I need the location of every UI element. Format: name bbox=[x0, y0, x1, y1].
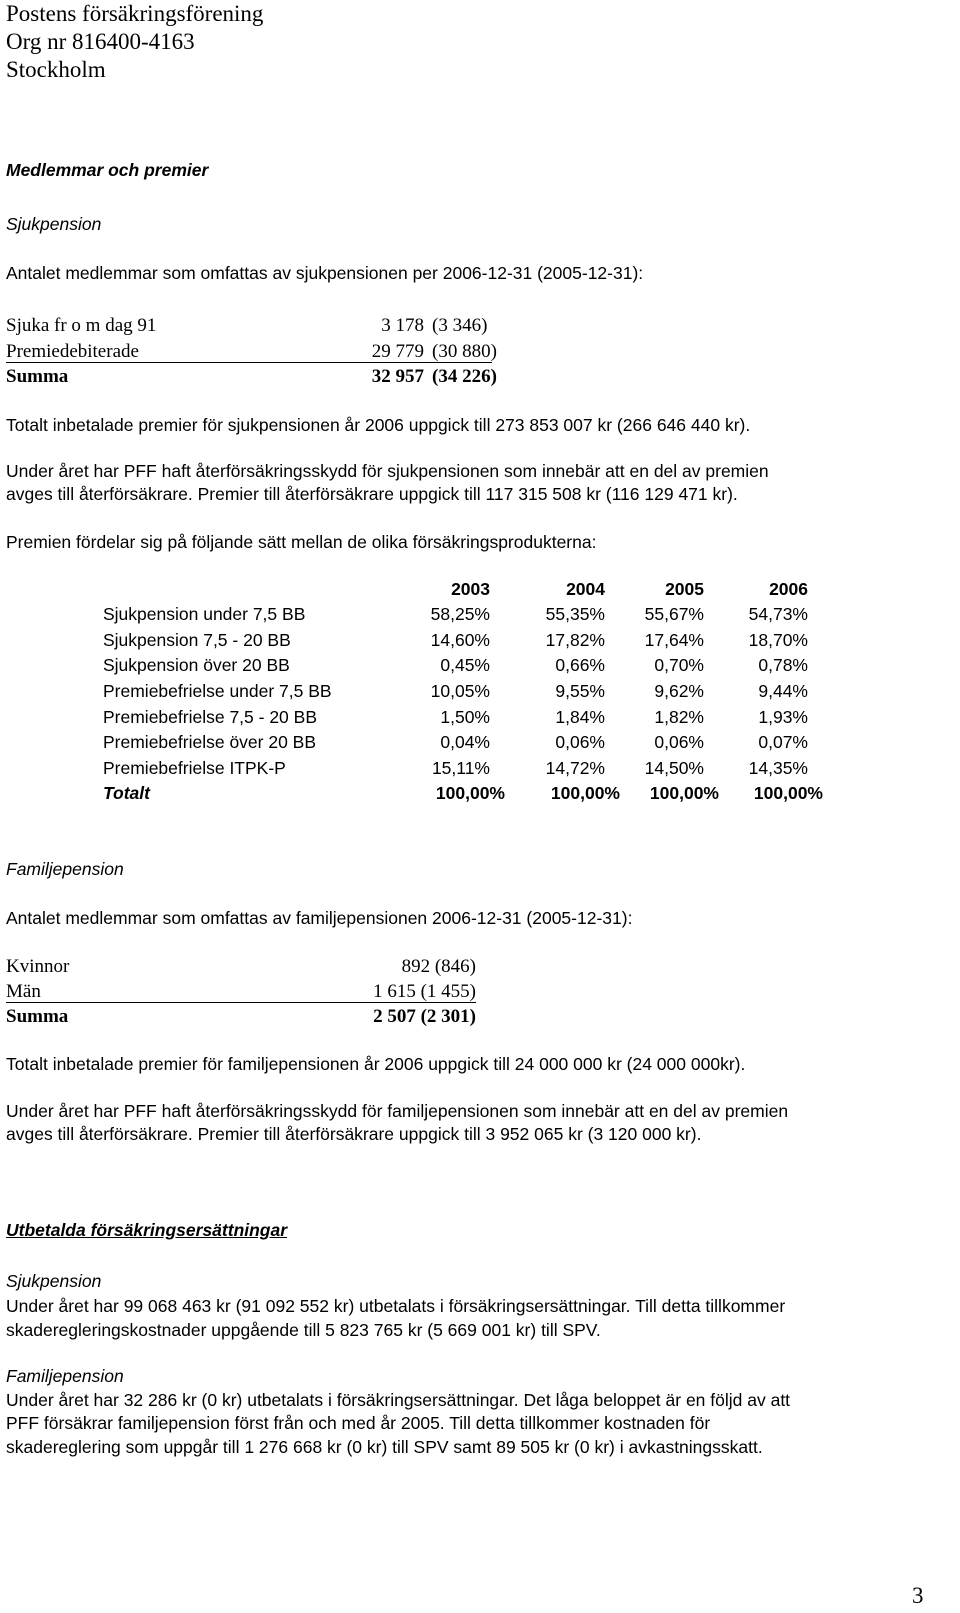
table-cell: 14,35% bbox=[748, 758, 808, 778]
table-total-cell: 100,00% bbox=[649, 783, 719, 803]
sum-divider bbox=[6, 362, 492, 363]
table-cell: 0,78% bbox=[758, 655, 808, 675]
reinsurance-line1: Under året har PFF haft återförsäkringsskydd för sjukpensionen som innebär att en del av premien bbox=[6, 461, 769, 481]
table-total-cell: 100,00% bbox=[753, 783, 823, 803]
table-cell: 1,93% bbox=[758, 707, 808, 727]
payout-fam-line2: PFF försäkrar familjepension först från och med år 2005. Till detta tillkommer kostnaden för bbox=[6, 1413, 711, 1433]
table-row-label: Sjukpension under 7,5 BB bbox=[103, 604, 306, 624]
table-cell: 0,06% bbox=[555, 732, 605, 752]
section-title-members: Medlemmar och premier bbox=[6, 160, 209, 180]
table-row-label: Premiebefrielse över 20 BB bbox=[103, 732, 317, 752]
table-cell: 18,70% bbox=[748, 630, 808, 650]
table-total-cell: 100,00% bbox=[435, 783, 505, 803]
payout-sjuk-line1: Under året har 99 068 463 kr (91 092 552 kr) utbetalats i försäkringsersättningar. Till detta tillkommer bbox=[6, 1296, 786, 1316]
subtitle-familjepension: Familjepension bbox=[6, 859, 124, 879]
distribution-intro: Premien fördelar sig på följande sätt mellan de olika försäkringsprodukterna: bbox=[6, 532, 597, 552]
table-row-label: Sjukpension över 20 BB bbox=[103, 655, 290, 675]
table-cell: 0,04% bbox=[440, 732, 490, 752]
org-city: Stockholm bbox=[6, 57, 106, 82]
table-cell: 9,62% bbox=[654, 681, 704, 701]
section-title-payouts: Utbetalda försäkringsersättningar bbox=[6, 1220, 288, 1240]
table-cell: 17,82% bbox=[545, 630, 605, 650]
table-cell: 14,60% bbox=[430, 630, 490, 650]
member-sum-label: Summa bbox=[6, 366, 69, 387]
org-name: Postens försäkringsförening bbox=[6, 1, 264, 26]
table-cell: 0,70% bbox=[654, 655, 704, 675]
org-number: Org nr 816400-4163 bbox=[6, 29, 195, 54]
table-total-cell: 100,00% bbox=[550, 783, 620, 803]
member-label: Premiedebiterade bbox=[6, 341, 139, 362]
members-intro: Antalet medlemmar som omfattas av sjukpensionen per 2006-12-31 (2005-12-31): bbox=[6, 263, 644, 283]
payout-fam-line1: Under året har 32 286 kr (0 kr) utbetalats i försäkringsersättningar. Det låga beloppet är en följd av att bbox=[6, 1390, 791, 1410]
table-cell: 9,44% bbox=[758, 681, 808, 701]
table-cell: 1,50% bbox=[440, 707, 490, 727]
family-premium-paragraph: Totalt inbetalade premier för familjepensionen år 2006 uppgick till 24 000 000 kr (24 000 000kr). bbox=[6, 1054, 746, 1074]
table-cell: 0,45% bbox=[440, 655, 490, 675]
reinsurance-line2: avges till återförsäkrare. Premier till återförsäkrare uppgick till 117 315 508 kr (116 129 471 kr). bbox=[6, 484, 738, 504]
table-row-label: Sjukpension 7,5 - 20 BB bbox=[103, 630, 291, 650]
member-value: 1 615 (1 455) bbox=[373, 981, 476, 1002]
table-cell: 9,55% bbox=[555, 681, 605, 701]
table-total-label: Totalt bbox=[103, 783, 150, 803]
family-members-intro: Antalet medlemmar som omfattas av familjepensionen 2006-12-31 (2005-12-31): bbox=[6, 908, 633, 928]
table-cell: 58,25% bbox=[430, 604, 490, 624]
table-cell: 55,35% bbox=[545, 604, 605, 624]
payout-subtitle-familjepension: Familjepension bbox=[6, 1366, 124, 1386]
page-number: 3 bbox=[912, 1583, 924, 1608]
payout-subtitle-sjukpension: Sjukpension bbox=[6, 1271, 102, 1291]
member-prev: (30 880) bbox=[432, 341, 497, 362]
table-year-header: 2006 bbox=[769, 579, 808, 599]
table-cell: 55,67% bbox=[644, 604, 704, 624]
premium-paragraph: Totalt inbetalade premier för sjukpensionen år 2006 uppgick till 273 853 007 kr (266 646 440 kr). bbox=[6, 415, 751, 435]
member-sum-prev: (34 226) bbox=[432, 366, 497, 387]
member-sum-label: Summa bbox=[6, 1006, 69, 1027]
payout-fam-line3: skadereglering som uppgår till 1 276 668 kr (0 kr) till SPV samt 89 505 kr (0 kr) i avkastningsskatt. bbox=[6, 1437, 763, 1457]
member-prev: (3 346) bbox=[432, 315, 488, 336]
table-cell: 17,64% bbox=[644, 630, 704, 650]
table-cell: 15,11% bbox=[431, 758, 490, 778]
sum-divider bbox=[6, 1002, 476, 1003]
table-year-header: 2004 bbox=[566, 579, 605, 599]
table-row-label: Premiebefrielse ITPK-P bbox=[103, 758, 286, 778]
table-cell: 0,07% bbox=[758, 732, 808, 752]
table-cell: 1,82% bbox=[654, 707, 704, 727]
table-year-header: 2005 bbox=[665, 579, 704, 599]
member-label: Kvinnor bbox=[6, 956, 70, 977]
member-label: Sjuka fr o m dag 91 bbox=[6, 315, 157, 336]
member-sum-value: 2 507 (2 301) bbox=[373, 1006, 476, 1027]
table-cell: 10,05% bbox=[430, 681, 490, 701]
member-label: Män bbox=[6, 981, 41, 1002]
payout-sjuk-line2: skaderegleringskostnader uppgående till 5 823 765 kr (5 669 001 kr) till SPV. bbox=[6, 1320, 601, 1340]
table-cell: 0,66% bbox=[555, 655, 605, 675]
subtitle-sjukpension: Sjukpension bbox=[6, 214, 102, 234]
member-value: 3 178 bbox=[381, 315, 424, 336]
table-cell: 0,06% bbox=[654, 732, 704, 752]
family-reinsurance-line1: Under året har PFF haft återförsäkringsskydd för familjepensionen som innebär att en del av premien bbox=[6, 1101, 789, 1121]
table-row-label: Premiebefrielse under 7,5 BB bbox=[103, 681, 332, 701]
family-reinsurance-line2: avges till återförsäkrare. Premier till återförsäkrare uppgick till 3 952 065 kr (3 120 000 kr). bbox=[6, 1124, 702, 1144]
table-cell: 14,72% bbox=[545, 758, 605, 778]
table-row-label: Premiebefrielse 7,5 - 20 BB bbox=[103, 707, 317, 727]
table-cell: 14,50% bbox=[644, 758, 704, 778]
member-value: 892 (846) bbox=[401, 956, 476, 977]
member-value: 29 779 bbox=[371, 341, 424, 362]
table-cell: 1,84% bbox=[555, 707, 605, 727]
table-cell: 54,73% bbox=[748, 604, 808, 624]
member-sum-value: 32 957 bbox=[371, 366, 424, 387]
table-year-header: 2003 bbox=[451, 579, 490, 599]
